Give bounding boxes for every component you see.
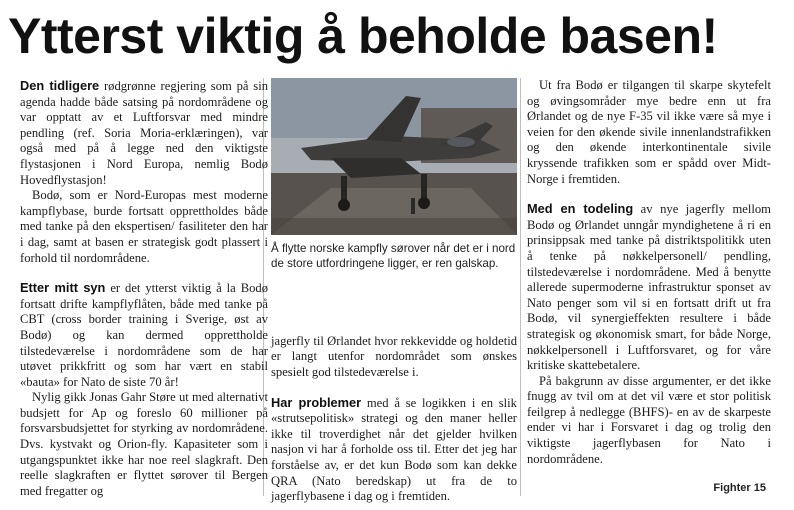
paragraph: Nylig gikk Jonas Gahr Støre ut med alternativt budsjett for Ap og foreslo 60 millioner på forsvarsbudsjettet for styrking av nordområdene. Dvs. kystvakt og Orion-fly. Kapasiteter som i utgangspunktet ikke har noe reel slagkraft. Den reelle slagkraften er flyttet sørover til Bergen med fregatter og [20,390,268,498]
lead-in: Har problemer [271,394,362,410]
column-2-body [271,334,517,505]
author-signature: Fighter 15 [713,482,766,494]
paragraph [20,280,268,390]
paragraph: Ut fra Bodø er tilgangen til skarpe skytefelt og øvingsområder mye bedre enn ut fra Ørlandet og de nye F-35 vil ikke være så mye i veien for den økende sivile innenlandstrafikken og den økende interkontinentale sivile kryssende trafikken som er spådd over Midt-Norge i fremtiden. [527,78,771,186]
paragraph: Bodø, som er Nord-Europas mest moderne kampflybase, burde fortsatt opprettholdes både med tanke på den ekspertisen/ fasiliteter den har i dag, samt at basen er strategisk godt plassert i forhold til nordområdene. [20,188,268,265]
article-column-2 [271,78,517,505]
fighter-jet-icon [271,78,517,235]
article-column-3 [527,78,771,467]
lead-in: Med en todeling [527,201,634,217]
lead-in: Etter mitt syn [20,280,106,296]
paragraph-text: med å se logikken i en slik «strutsepolitisk» strategi og den maner heller ikke til troverdighet når det gjelder hvilken nasjon vi har å forholde oss til. Etter det jeg har forståelse av, er det kun Bodø som kan dekke QRA (Nato beredskap) ut fra de to jagerflybasene i dag og i fremtiden. [271,395,517,504]
article-column-1 [20,78,268,499]
paragraph: jagerfly til Ørlandet hvor rekkevidde og holdetid er langt utenfor nordområdet som ønskes spesielt god tilstedeværelse i. [271,333,517,379]
paragraph-text: er det ytterst viktig å la Bodø fortsatt drifte kampflyflåten, både med tanke på CBT (cross border training i Sverige, øst av Bodø) og kan dermed opprettholde tilstedeværelse i nordområdene som de har utøvet prikkfritt og som har vært en stabil «bauta» for Nato de siste 70 år! [20,281,268,389]
paragraph [20,78,268,188]
paragraph: På bakgrunn av disse argumenter, er det ikke fnugg av tvil om at det vil være et stor politisk feilgrep å nedlegge (BHFS)- en av de skarpeste ender vi har i Forsvaret i dag og trolig den viktigste jagerflybasen for Nato i nordområdene. [527,373,771,466]
paragraph-text: rødgrønne regjering som på sin agenda hadde både satsing på nordområdene og var opptatt av et Luftforsvar med mindre pendling (ref. Soria Moria-erklæringen), var også med på å legge ned den viktigste flystasjonen i Nord Europa, nemlig Bodø Hovedflystasjon! [20,79,268,187]
paragraph-text: av nye jagerfly mellom Bodø og Ørlandet unngår myndighetene å ri en prinsippsak med tanke på distriktspolitikk uten å tenke på nøkkelpersonell/ pendling, tilstedeværelse i nordområdene. Med å benytte allerede supermoderne infrastruktur sponset av Nato penger som vil si en fortsatt drift ut fra Bodø, vil synergieffekten resultere i både strategisk og økonomisk smart, for både Norge, nøkkelpersonell i Luftforsvaret, og for våre kritiske skattebetalere. [527,202,771,373]
paragraph [271,395,517,505]
column-divider [520,78,521,496]
lead-in: Den tidligere [20,78,100,93]
headline: Ytterst viktig å beholde basen! [8,8,718,64]
photo-caption: Å flytte norske kampfly sørover når det er i nord de store utfordringene ligger, er ren galskap. [271,242,516,271]
paragraph [527,201,771,374]
fighter-jet-photo [271,78,517,235]
